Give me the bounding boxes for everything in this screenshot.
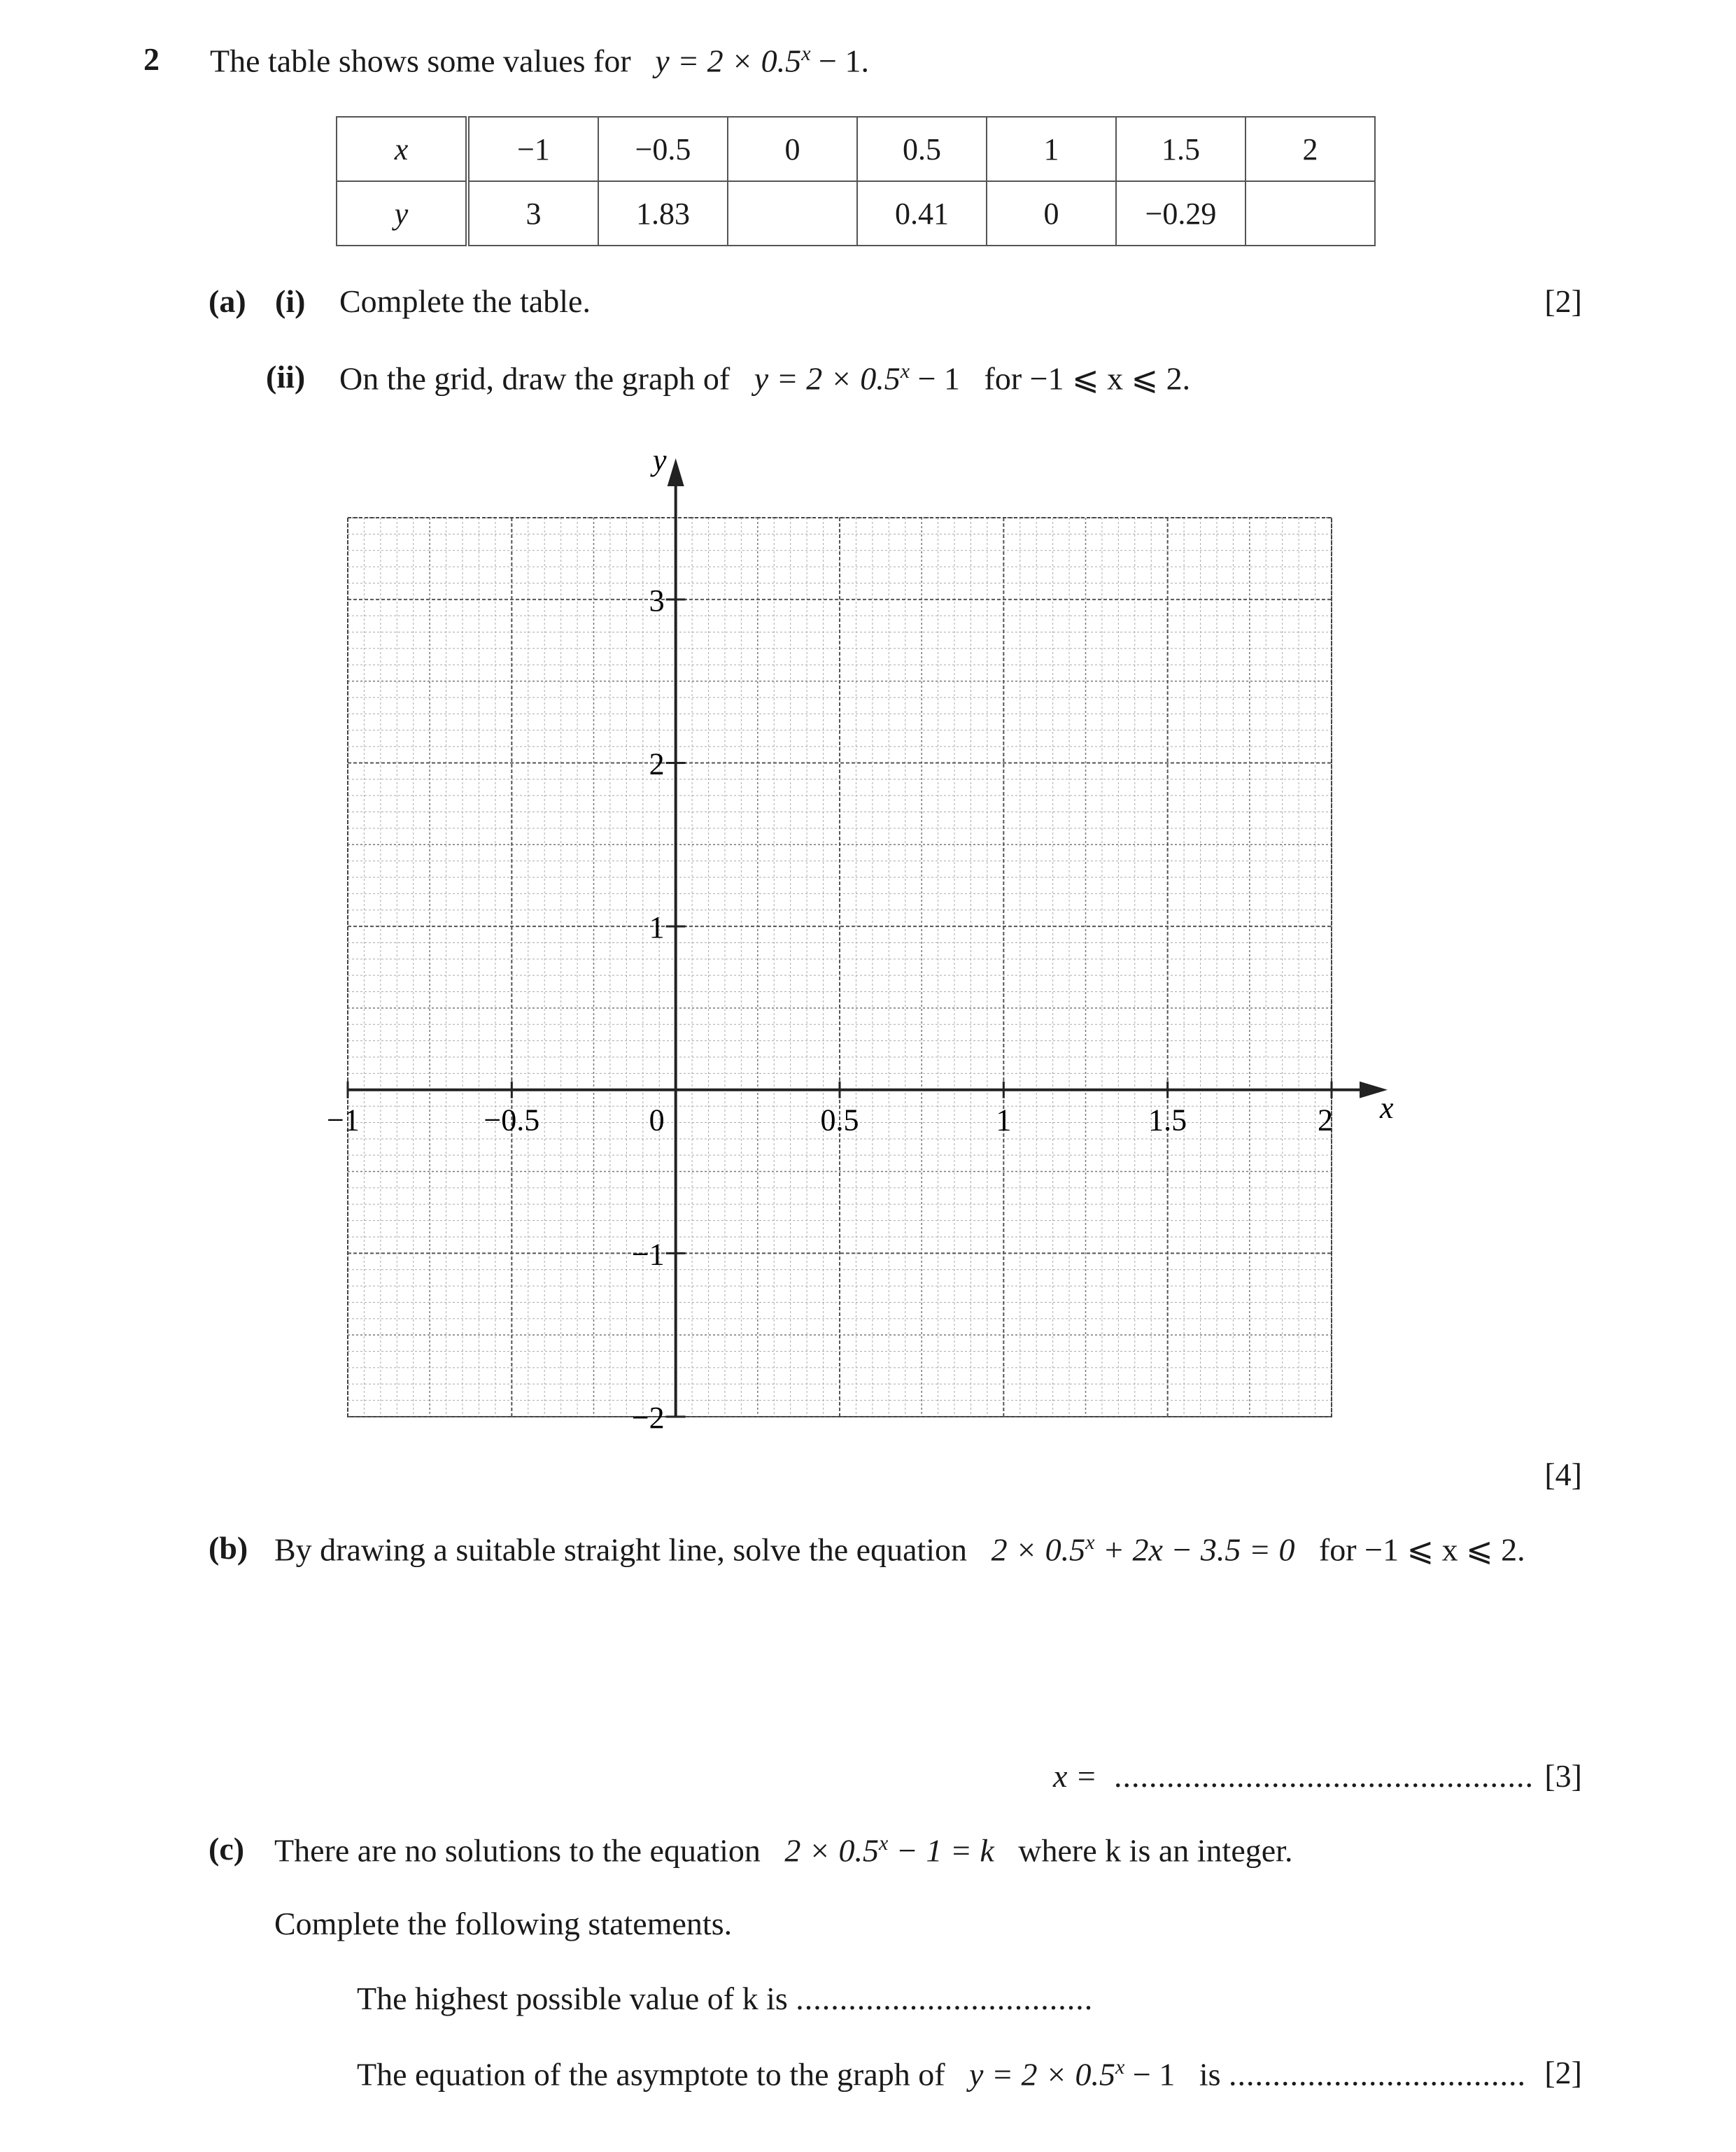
x-tick-label: 0.5 <box>820 1103 859 1138</box>
axes <box>348 458 1388 1417</box>
statement-2-is: is <box>1199 2056 1221 2093</box>
part-b-equation-exp: x <box>1085 1531 1095 1554</box>
intro-function: y = 2 × 0.5 <box>655 43 802 79</box>
y-tick-label: −2 <box>631 1401 665 1435</box>
statement-2-answer-line[interactable]: .................................. <box>1229 2056 1527 2093</box>
statement-2-function-suffix: − 1 <box>1124 2056 1176 2093</box>
y-axis-arrow-icon <box>668 458 684 486</box>
part-a-i-label: (i) <box>275 283 306 319</box>
part-a-ii-function: y = 2 × 0.5 <box>754 360 901 397</box>
part-a-label: (a) <box>209 283 246 319</box>
part-b-answer-label: x = <box>1053 1758 1097 1794</box>
statement-2-text: The equation of the asymptote to the graph of <box>357 2056 945 2093</box>
part-c-equation-exp: x <box>878 1832 889 1855</box>
table-cell: 2 <box>1245 117 1375 181</box>
x-tick-label: 0 <box>649 1103 665 1138</box>
part-c-text <box>274 1833 1292 1867</box>
y-axis-label: y <box>653 443 667 477</box>
x-tick-label: 2 <box>1318 1103 1333 1138</box>
x-tick-label: 1.5 <box>1148 1103 1187 1138</box>
part-c-instruction: There are no solutions to the equation <box>274 1832 761 1869</box>
x-axis-label: x <box>1380 1091 1394 1125</box>
x-tick-label: −1 <box>327 1103 360 1138</box>
y-tick-label: 1 <box>649 910 665 945</box>
part-a-ii-instruction: On the grid, draw the graph of <box>339 360 731 397</box>
y-tick-label: 2 <box>649 746 665 781</box>
table-cell: 0 <box>987 181 1116 246</box>
part-a-ii-label: (ii) <box>266 359 306 395</box>
statement-2-function: y = 2 × 0.5 <box>969 2056 1116 2093</box>
intro-function-suffix: − 1. <box>810 43 869 79</box>
part-b-equation: 2 × 0.5 <box>991 1531 1086 1568</box>
part-b-answer-line[interactable]: ................................................ <box>1114 1758 1534 1794</box>
table-cell: 1.83 <box>598 181 728 246</box>
part-b-instruction: By drawing a suitable straight line, solve the equation <box>274 1531 968 1568</box>
part-b-text <box>274 1532 1525 1566</box>
table-cell: 1.5 <box>1116 117 1245 181</box>
part-b-label: (b) <box>209 1530 248 1566</box>
part-b-marks: [3] <box>1544 1758 1582 1794</box>
y-tick-label: −1 <box>631 1237 665 1272</box>
x-tick-labels <box>327 1103 1333 1138</box>
part-a-i-marks: [2] <box>1544 283 1582 319</box>
statement-1-answer-line[interactable]: .................................. <box>796 1981 1094 2016</box>
table-cell: −0.29 <box>1116 181 1245 246</box>
table-cell: 3 <box>467 181 598 246</box>
intro-text: The table shows some values for <box>210 43 631 79</box>
table-cell: −1 <box>467 117 598 181</box>
part-a-ii-function-exp: x <box>900 360 910 383</box>
table-cell: 0.5 <box>857 117 987 181</box>
table-x-label: x <box>337 117 467 181</box>
table-y-label: y <box>337 181 467 246</box>
table-cell: 0.41 <box>857 181 987 246</box>
table-cell: 0 <box>728 117 857 181</box>
part-c-statement-2 <box>357 2055 1527 2093</box>
part-a-ii-marks: [4] <box>1544 1457 1582 1492</box>
question-number: 2 <box>143 41 160 77</box>
part-a-i-text: Complete the table. <box>339 283 591 319</box>
intro-function-exp: x <box>801 42 811 65</box>
part-a-ii-function-suffix: − 1 <box>910 360 961 397</box>
table-cell: −0.5 <box>598 117 728 181</box>
part-c-equation-suffix: − 1 = k <box>888 1832 994 1869</box>
statement-1-text: The highest possible value of k is <box>357 1981 788 2016</box>
part-b-equation-suffix: + 2x − 3.5 = 0 <box>1094 1531 1295 1568</box>
part-c-condition: where k is an integer. <box>1018 1832 1293 1869</box>
y-tick-label: 3 <box>649 583 665 618</box>
x-tick-label: −0.5 <box>484 1103 540 1138</box>
part-c-marks: [2] <box>1544 2055 1582 2090</box>
statement-2-function-exp: x <box>1115 2055 1125 2079</box>
part-b-range: for −1 ⩽ x ⩽ 2. <box>1318 1531 1525 1568</box>
part-c-statement-1 <box>357 1983 1093 2015</box>
part-a-ii-range: for −1 ⩽ x ⩽ 2. <box>984 360 1191 397</box>
x-tick-label: 1 <box>996 1103 1012 1138</box>
part-c-equation: 2 × 0.5 <box>784 1832 879 1869</box>
part-c-label: (c) <box>209 1831 245 1867</box>
part-c-complete-instruction: Complete the following statements. <box>274 1906 733 1941</box>
table-cell: 1 <box>987 117 1116 181</box>
